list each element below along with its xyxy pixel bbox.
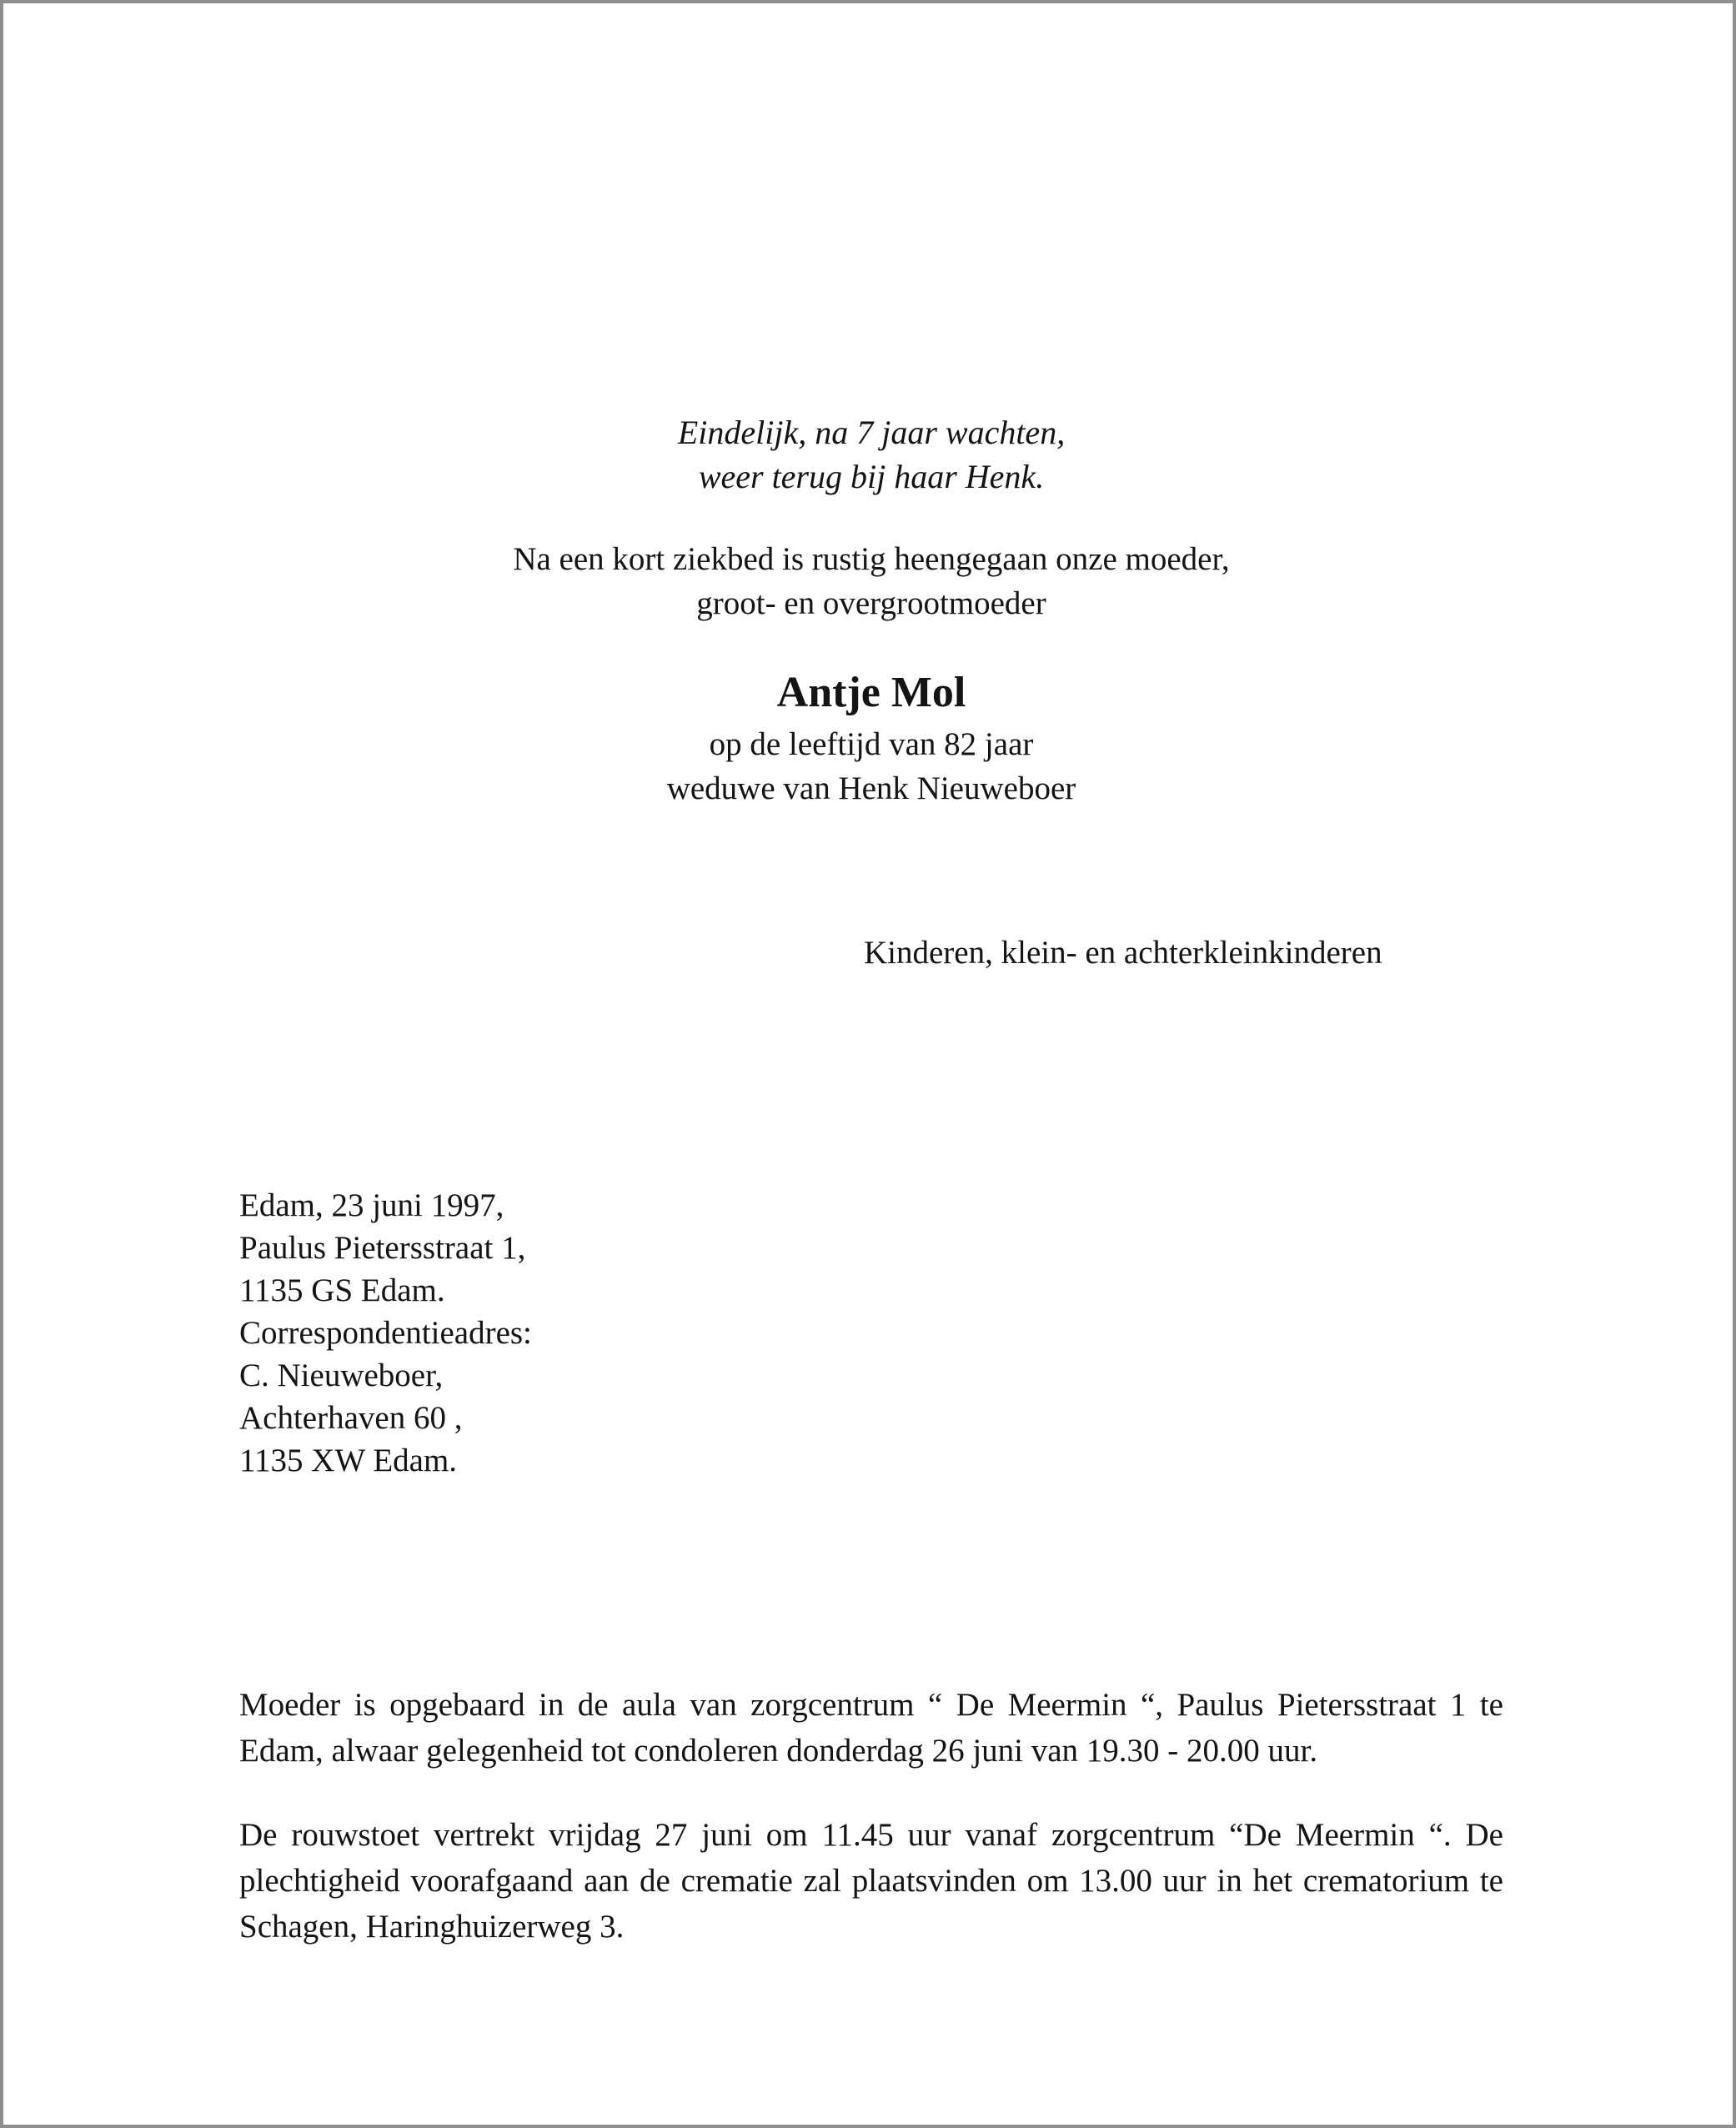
address-line-4: Correspondentieadres:: [239, 1315, 532, 1351]
address-block: [239, 1184, 532, 1482]
address-line-6: Achterhaven 60 ,: [239, 1400, 463, 1436]
funeral-paragraph: De rouwstoet vertrekt vrijdag 27 juni om 11.45 uur vanaf zorgcentrum “De Meermin “. De plechtigheid voorafgaand aan de crematie zal plaatsvinden om 13.00 uur in het crematorium te Schagen, Haringhuizerweg 3.: [239, 1817, 1503, 1945]
motto-line-1: Eindelijk, na 7 jaar wachten,: [677, 414, 1066, 451]
intro-line-2: groot- en overgrootmoeder: [696, 585, 1046, 621]
address-line-5: C. Nieuweboer,: [239, 1358, 444, 1393]
deceased-spouse: weduwe van Henk Nieuweboer: [666, 770, 1076, 806]
intro-line-1: Na een kort ziekbed is rustig heengegaan onze moeder,: [513, 541, 1230, 577]
address-line-3: 1135 GS Edam.: [239, 1272, 445, 1308]
motto-line-2: weer terug bij haar Henk.: [698, 458, 1045, 495]
announcement-intro: [3, 537, 1736, 625]
address-line-1: Edam, 23 juni 1997,: [239, 1187, 504, 1223]
address-line-2: Paulus Pietersstraat 1,: [239, 1230, 526, 1266]
deceased-age: op de leeftijd van 82 jaar: [709, 726, 1034, 762]
family-signature: Kinderen, klein- en achterkleinkinderen: [864, 935, 1382, 971]
deceased-name: Antje Mol: [776, 669, 966, 716]
motto-verse: [3, 410, 1736, 499]
deceased-details: [3, 722, 1736, 811]
address-line-7: 1135 XW Edam.: [239, 1443, 458, 1478]
viewing-paragraph: Moeder is opgebaard in de aula van zorgcentrum “ De Meermin “, Paulus Pietersstraat 1 te Edam, alwaar gelegenheid tot condoleren donderdag 26 juni van 19.30 - 20.00 uur.: [239, 1687, 1503, 1769]
